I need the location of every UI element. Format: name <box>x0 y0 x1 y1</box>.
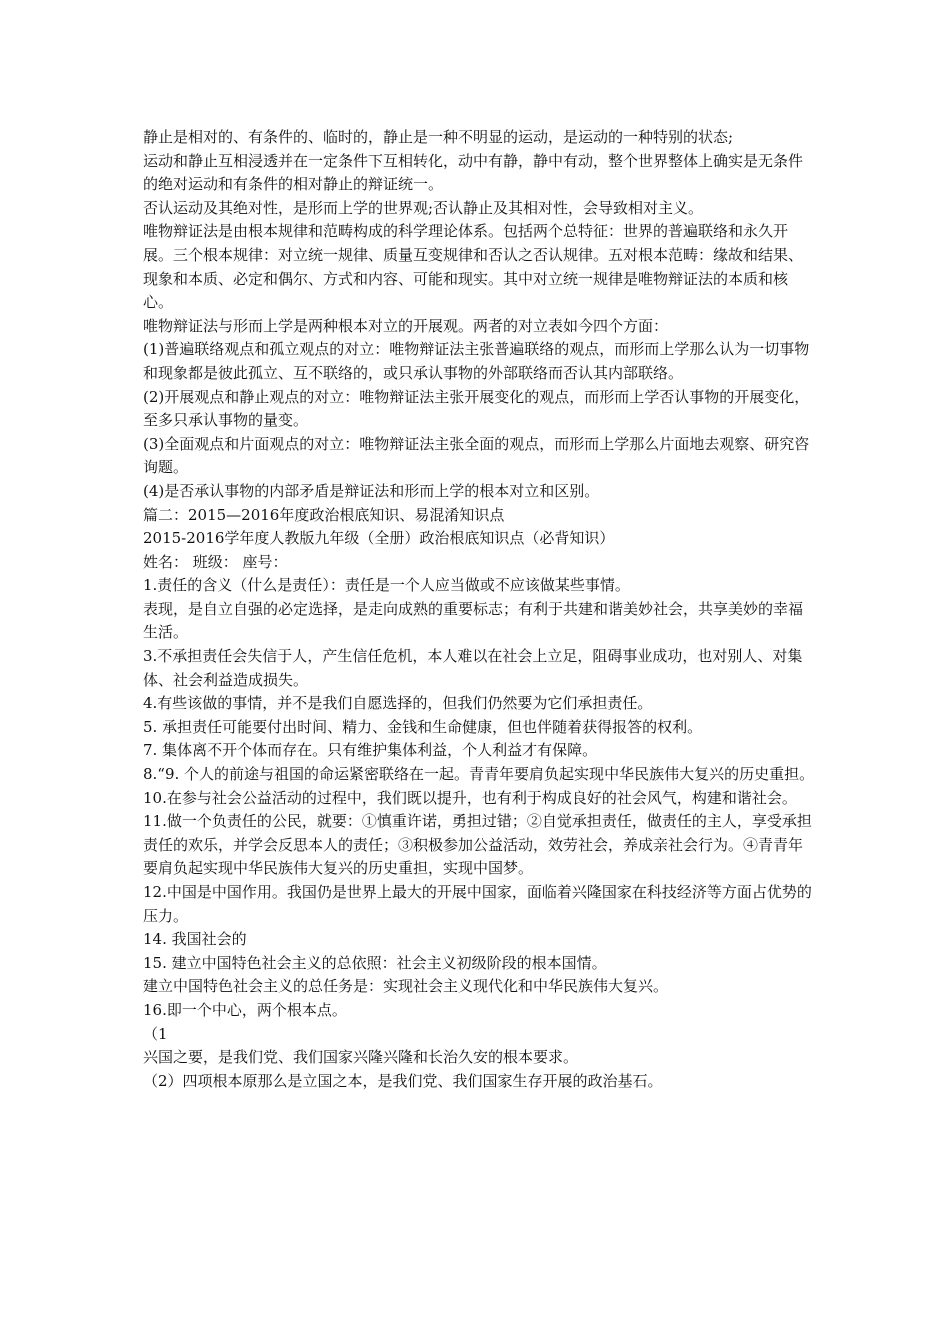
paragraph: 3.不承担责任会失信于人，产生信任危机，本人难以在社会上立足，阻碍事业成功，也对别人、对集体、社会利益造成损失。 <box>143 647 803 689</box>
paragraph: (2)开展观点和静止观点的对立：唯物辩证法主张开展变化的观点，而形而上学否认事物的开展变化，至多只承认事物的量变。 <box>143 387 810 430</box>
paragraph: 7. 集体离不开个体而存在。只有维护集体利益，个人利益才有保障。 <box>143 741 598 760</box>
paragraph: 10.在参与社会公益活动的过程中，我们既以提升，也有利于构成良好的社会风气，构建和谐社会。 <box>143 788 797 807</box>
paragraph: 表现，是自立自强的必定选择，是走向成熟的重要标志；有利于共建和谐美妙社会，共享美妙的幸福生活。 <box>143 599 804 642</box>
paragraph: 1.责任的含义（什么是责任）：责任是一个人应当做或不应该做某些事情。 <box>143 576 630 595</box>
paragraph: (4)是否承认事物的内部矛盾是辩证法和形而上学的根本对立和区别。 <box>143 481 600 500</box>
document-body <box>143 126 815 1093</box>
paragraph: 4.有些该做的事情，并不是我们自愿选择的，但我们仍然要为它们承担责任。 <box>143 694 653 713</box>
paragraph: 兴国之要，是我们党、我们国家兴隆兴隆和长治久安的根本要求。 <box>143 1048 579 1067</box>
paragraph: （1 <box>143 1024 168 1043</box>
document-title: 2015-2016学年度人教版九年级（全册）政治根底知识点（必背知识） <box>143 529 615 548</box>
paragraph: 否认运动及其绝对性，是形而上学的世界观;否认静止及其相对性，会导致相对主义。 <box>143 198 704 217</box>
paragraph: (1)普遍联络观点和孤立观点的对立：唯物辩证法主张普遍联络的观点，而形而上学那么认为一切事物和现象都是彼此孤立、互不联络的，或只承认事物的外部联络而否认其内部联络。 <box>143 340 810 382</box>
paragraph: 11.做一个负责任的公民，就要：①慎重许诺，勇担过错；②自觉承担责任，做责任的主人，享受承担责任的欢乐，并学会反思本人的责任；③积极参加公益活动，效劳社会，养成亲社会行为。④青青年要肩负起实现中华民族伟大复兴的历史重担，实现中国梦。 <box>143 812 812 878</box>
section-heading: 篇二：2015—2016年度政治根底知识、易混淆知识点 <box>143 505 505 524</box>
paragraph: 建立中国特色社会主义的总任务是：实现社会主义现代化和中华民族伟大复兴。 <box>143 977 669 996</box>
paragraph: 唯物辩证法与形而上学是两种根本对立的开展观。两者的对立表如今四个方面： <box>143 316 669 335</box>
paragraph: 8.“9. 个人的前途与祖国的命运紧密联络在一起。青青年要肩负起实现中华民族伟大复兴的历史重担。 <box>143 765 815 784</box>
paragraph: 14. 我国社会的 <box>143 930 247 949</box>
paragraph: 唯物辩证法是由根本规律和范畴构成的科学理论体系。包括两个总特征：世界的普遍联络和永久开展。三个根本规律：对立统一规律、质量互变规律和否认之否认规律。五对根本范畴：缘故和结果、现象和本质、必定和偶尔、方式和内容、可能和现实。其中对立统一规律是唯物辩证法的本质和核心。 <box>143 222 804 312</box>
paragraph: 5. 承担责任可能要付出时间、精力、金钱和生命健康，但也伴随着获得报答的权利。 <box>143 717 703 736</box>
paragraph: 运动和静止互相浸透并在一定条件下互相转化，动中有静，静中有动，整个世界整体上确实是无条件的绝对运动和有条件的相对静止的辩证统一。 <box>143 151 804 194</box>
paragraph: 16.即一个中心，两个根本点。 <box>143 1000 347 1019</box>
paragraph: 12.中国是中国作用。我国仍是世界上最大的开展中国家，面临着兴隆国家在科技经济等方面占优势的压力。 <box>143 883 812 925</box>
paragraph: （2）四项根本原那么是立国之本，是我们党、我们国家生存开展的政治基石。 <box>143 1071 663 1090</box>
paragraph: (3)全面观点和片面观点的对立：唯物辩证法主张全面的观点，而形而上学那么片面地去观察、研究咨询题。 <box>143 434 810 477</box>
paragraph: 静止是相对的、有条件的、临时的，静止是一种不明显的运动，是运动的一种特别的状态; <box>143 128 734 146</box>
paragraph: 15. 建立中国特色社会主义的总依照：社会主义初级阶段的根本国情。 <box>143 953 607 972</box>
student-info-line: 姓名： 班级： 座号： <box>143 552 288 571</box>
